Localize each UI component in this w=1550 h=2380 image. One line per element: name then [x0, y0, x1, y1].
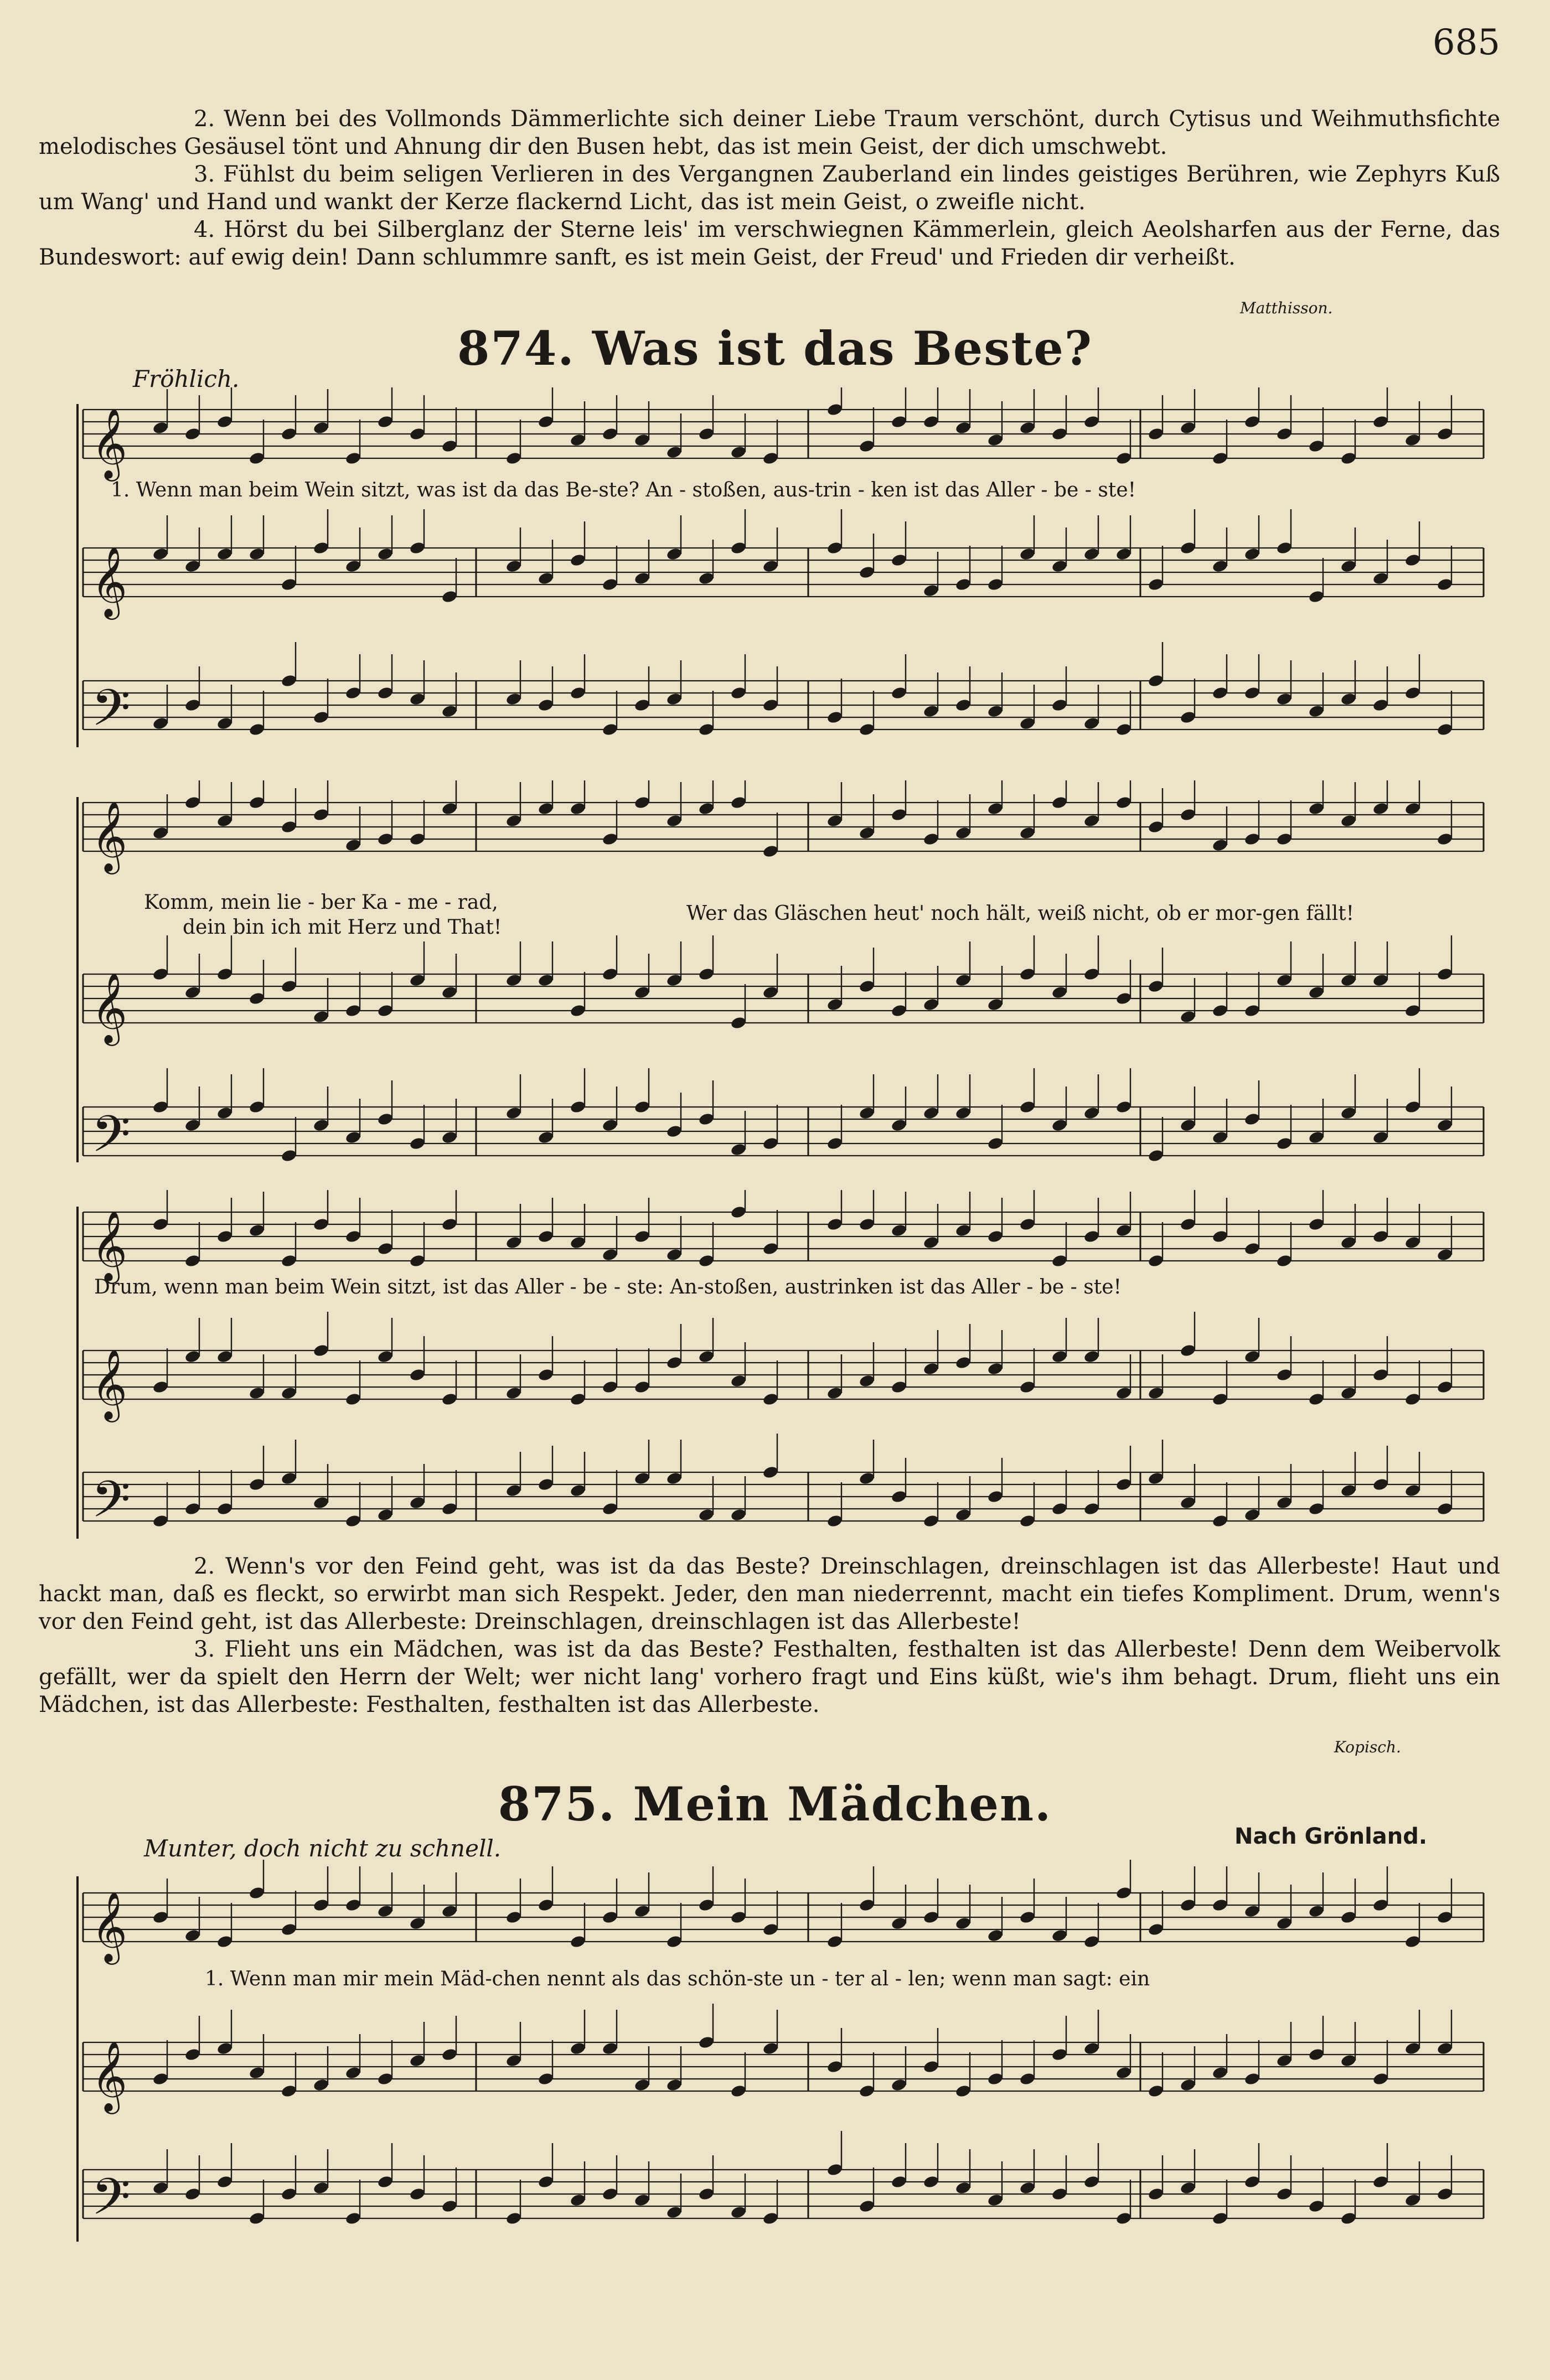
svg-text:𝄞: 𝄞 [91, 1348, 128, 1419]
verse-paragraph: 2. Wenn's vor den Feind geht, was ist da das Beste? Dreinschlagen, dreinschlagen ist das Allerbeste! Haut und hackt man, daß es fleckt, so erwirbt man sich Respekt. Jeder, den man niederrennt, macht ein tiefes Kompliment. Drum, wenn's vor den Feind geht, ist das Allerbeste: Dreinschlagen, dreinschlagen ist das Allerbeste! [39, 1554, 1500, 1634]
staff-piano-bass [83, 642, 1484, 749]
staff-piano-treble [83, 2004, 1484, 2114]
svg-text:𝄢: 𝄢 [91, 679, 131, 749]
staff-piano-treble [83, 509, 1484, 620]
staff-piano-treble [83, 935, 1484, 1046]
staff-piano-bass [83, 1434, 1484, 1541]
staff-piano-bass [83, 2131, 1484, 2238]
svg-text:𝄞: 𝄞 [91, 972, 128, 1043]
intro-verses [39, 105, 1500, 271]
svg-text:𝄢: 𝄢 [91, 1105, 131, 1176]
song-874-title: 874. Was ist das Beste? [457, 321, 1093, 376]
staff-voice [83, 387, 1484, 482]
svg-text:𝄞: 𝄞 [91, 546, 128, 617]
song-874-tempo: Fröhlich. [133, 365, 240, 392]
song-874-lyrics-line-2a: Komm, mein lie - ber Ka - me - rad, [144, 891, 498, 914]
svg-text:𝄞: 𝄞 [91, 1210, 128, 1281]
svg-text:𝄞: 𝄞 [91, 1891, 128, 1962]
staff-voice [83, 1860, 1484, 1965]
svg-text:𝄞: 𝄞 [91, 407, 128, 478]
staff-piano-treble [83, 1312, 1484, 1422]
page-number: 685 [1432, 22, 1500, 63]
svg-text:𝄞: 𝄞 [91, 2040, 128, 2111]
verse-paragraph: 2. Wenn bei des Vollmonds Dämmerlichte sich deiner Liebe Traum verschönt, durch Cytisus und Weihmuthsfichte melodisches Gesäusel tönt und Ahnung dir den Busen hebt, das ist mein Geist, der dich umschwebt. [39, 106, 1500, 159]
svg-text:𝄞: 𝄞 [91, 800, 128, 871]
score-system-874-3 [0, 1190, 1550, 1555]
staff-piano-bass [83, 1068, 1484, 1176]
song-874-lyrics-line-2b: dein bin ich mit Herz und That! [183, 916, 502, 939]
song-875-origin: Nach Grönland. [1234, 1824, 1428, 1849]
verse-paragraph: 3. Fühlst du beim seligen Verlieren in des Vergangnen Zauberland ein lindes geistiges Berühren, wie Zephyrs Kuß um Wang' und Hand und wankt der Kerze flackernd Licht, das ist mein Geist, o zweifle nicht. [39, 162, 1500, 215]
score-system-874-1 [0, 387, 1550, 764]
intro-author: Matthisson. [1240, 299, 1333, 317]
song-875-title: 875. Mein Mädchen. [498, 1777, 1052, 1831]
staff-voice [83, 780, 1484, 875]
score-system-875-1 [0, 1860, 1550, 2258]
song-875-lyrics-line-1: 1. Wenn man mir mein Mäd-chen nennt als das schön-ste un - ter al - len; wenn man sagt: ein [205, 1968, 1150, 1990]
svg-text:𝄢: 𝄢 [91, 2167, 131, 2238]
song-874-lyrics-line-2c: Wer das Gläschen heut' noch hält, weiß nicht, ob er mor-gen fällt! [686, 902, 1355, 925]
song-874-lyrics-line-3: Drum, wenn man beim Wein sitzt, ist das Aller - be - ste: An-stoßen, austrinken ist das Aller - be - ste! [94, 1276, 1122, 1298]
song-874-author: Kopisch. [1334, 1738, 1401, 1756]
song-875-tempo: Munter, doch nicht zu schnell. [144, 1835, 502, 1862]
score-system-874-2 [0, 780, 1550, 1179]
verse-paragraph: 4. Hörst du bei Silberglanz der Sterne leis' im verschwiegnen Kämmerlein, gleich Aeolsharfen aus der Ferne, das Bundeswort: auf ewig dein! Dann schlummre sanft, es ist mein Geist, der Freud' und Frieden dir verheißt. [39, 217, 1500, 270]
svg-text:𝄢: 𝄢 [91, 1470, 131, 1541]
song-874-verses [39, 1553, 1500, 1719]
verse-paragraph: 3. Flieht uns ein Mädchen, was ist da das Beste? Festhalten, festhalten ist das Allerbeste! Denn dem Weibervolk gefällt, wer da spielt den Herrn der Welt; wer nicht lang' vorhero fragt und Eins küßt, wie's ihm behagt. Drum, flieht uns ein Mädchen, ist das Allerbeste: Festhalten, festhalten ist das Allerbeste. [39, 1637, 1500, 1717]
staff-voice [83, 1190, 1484, 1284]
song-874-lyrics-line-1: 1. Wenn man beim Wein sitzt, was ist da das Be-ste? An - stoßen, aus-trin - ken ist das Aller - be - ste! [111, 479, 1136, 501]
